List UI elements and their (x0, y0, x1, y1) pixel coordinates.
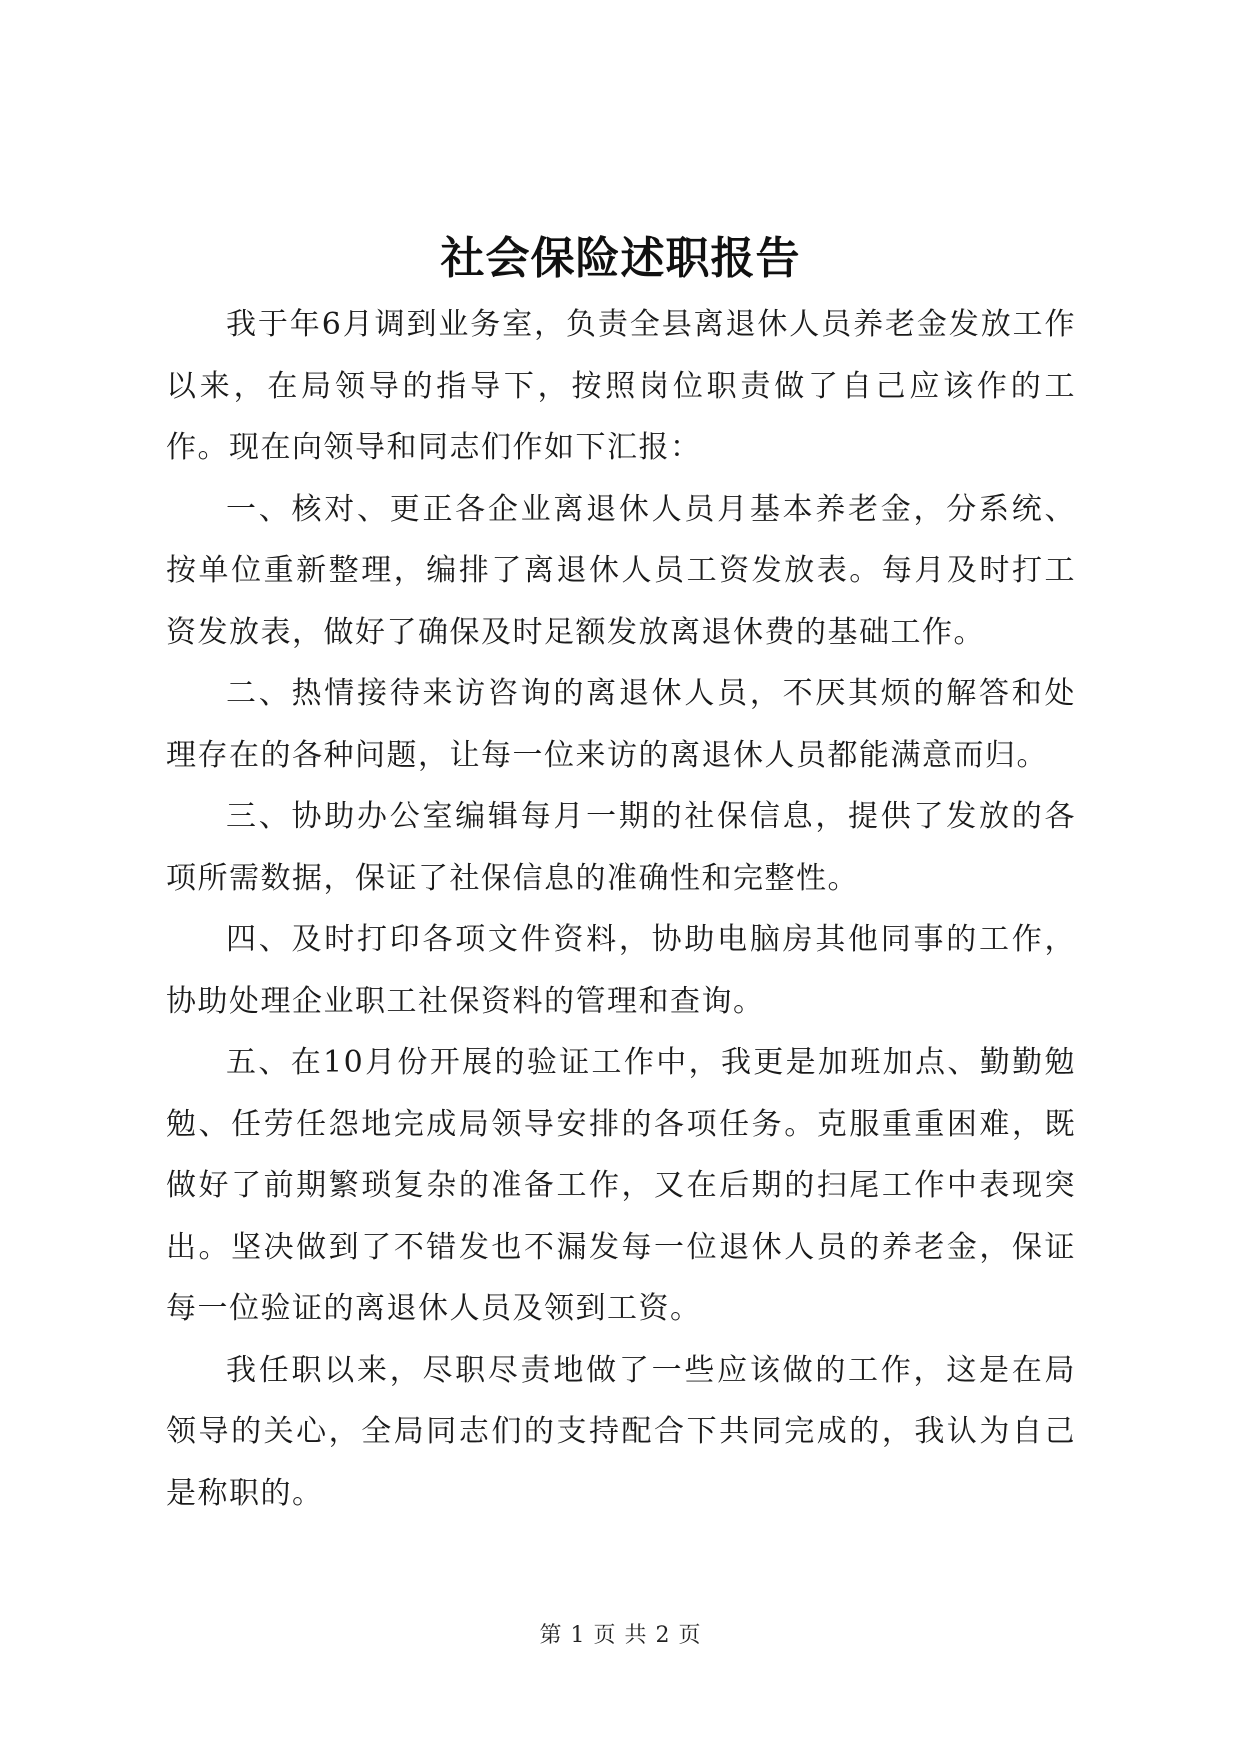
paragraph-item-1: 一、核对、更正各企业离退休人员月基本养老金，分系统、按单位重新整理，编排了离退休人员工资发放表。每月及时打工资发放表，做好了确保及时足额发放离退休费的基础工作。 (166, 491, 1076, 650)
document-body (166, 294, 1076, 1524)
paragraph-intro: 我于年6月调到业务室，负责全县离退休人员养老金发放工作以来，在局领导的指导下，按照岗位职责做了自己应该作的工作。现在向领导和同志们作如下汇报： (166, 307, 1076, 465)
paragraph-item-5: 五、在10月份开展的验证工作中，我更是加班加点、勤勤勉勉、任劳任怨地完成局领导安排的各项任务。克服重重困难，既做好了前期繁琐复杂的准备工作，又在后期的扫尾工作中表现突出。坚决做到了不错发也不漏发每一位退休人员的养老金，保证每一位验证的离退休人员及领到工资。 (166, 1045, 1076, 1326)
document-title: 社会保险述职报告 (440, 233, 801, 284)
paragraph-item-2: 二、热情接待来访咨询的离退休人员，不厌其烦的解答和处理存在的各种问题，让每一位来访的离退休人员都能满意而归。 (166, 676, 1076, 773)
page-number-footer: 第 1 页 共 2 页 (539, 1623, 702, 1648)
paragraph-item-3: 三、协助办公室编辑每月一期的社保信息，提供了发放的各项所需数据，保证了社保信息的准确性和完整性。 (166, 799, 1076, 896)
paragraph-item-4: 四、及时打印各项文件资料，协助电脑房其他同事的工作，协助处理企业职工社保资料的管理和查询。 (166, 922, 1076, 1019)
paragraph-conclusion: 我任职以来，尽职尽责地做了一些应该做的工作，这是在局领导的关心，全局同志们的支持配合下共同完成的，我认为自己是称职的。 (166, 1352, 1076, 1511)
